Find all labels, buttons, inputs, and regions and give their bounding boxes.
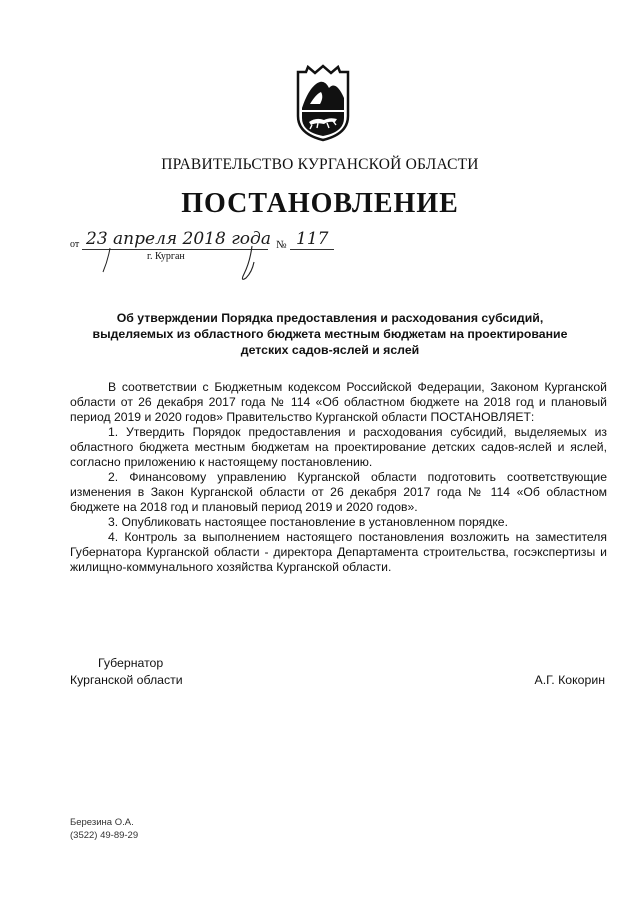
item-2-paragraph: 2. Финансовому управлению Курганской области подготовить соответствующие изменения в Закон Курганской области от 26 декабря 2017 года № 114 «Об областном бюджете на 2018 год и плановый период 2019 и 2020 годов». <box>70 470 607 514</box>
decree-word: ПОСТАНОВЛЯЕТ: <box>430 410 535 424</box>
subject-line: детских садов-яслей и яслей <box>240 343 420 357</box>
preamble-text: В соответствии с Бюджетным кодексом Российской Федерации, Законом Курганской области от 26 декабря 2017 года № 114 «Об областном бюджете на 2018 год и плановый период 2019 и 2020 годов» Правительство Курганской области <box>70 380 607 424</box>
executor-phone: (3522) 49-89-29 <box>70 830 139 841</box>
handwritten-date: 23 апреля 2018 года <box>86 229 271 249</box>
document-subject <box>60 310 600 358</box>
number-prefix: № <box>276 239 287 251</box>
document-type-heading: ПОСТАНОВЛЕНИЕ <box>181 188 459 219</box>
number-underline <box>290 249 334 250</box>
item-3-paragraph: 3. Опубликовать настоящее постановление в установленном порядке. <box>108 515 508 529</box>
signatory-name: А.Г. Кокорин <box>534 673 605 687</box>
signatory-title-line2: Курганской области <box>70 673 183 687</box>
handwriting-stroke <box>100 246 114 274</box>
item-1-paragraph: 1. Утвердить Порядок предоставления и расходования субсидий, выделяемых из областного бюджета местным бюджетам на проектирование детских садов-яслей и яслей, согласно приложению к настоящему постановлению. <box>70 425 607 469</box>
handwriting-stroke <box>232 244 266 284</box>
item-4-paragraph: 4. Контроль за выполнением настоящего постановления возложить на заместителя Губернатора Курганской области - директора Департамента строительства, госэкспертизы и жилищно-коммунального хозяйства Курганской области. <box>70 530 607 574</box>
signatory-title <box>70 655 183 689</box>
subject-line: выделяемых из областного бюджета местным бюджетам на проектирование <box>92 327 568 341</box>
coat-of-arms-emblem <box>294 64 352 142</box>
organization-title: ПРАВИТЕЛЬСТВО КУРГАНСКОЙ ОБЛАСТИ <box>161 156 479 173</box>
city-label: г. Курган <box>147 251 185 262</box>
executor-name: Березина О.А. <box>70 817 134 828</box>
signatory-title-line1: Губернатор <box>98 656 164 670</box>
date-prefix: от <box>70 239 80 250</box>
handwritten-number: 117 <box>296 229 329 249</box>
executor-info <box>70 816 138 842</box>
preamble-paragraph <box>70 380 607 425</box>
document-body <box>70 380 607 575</box>
subject-line: Об утверждении Порядка предоставления и расходования субсидий, <box>116 311 544 325</box>
